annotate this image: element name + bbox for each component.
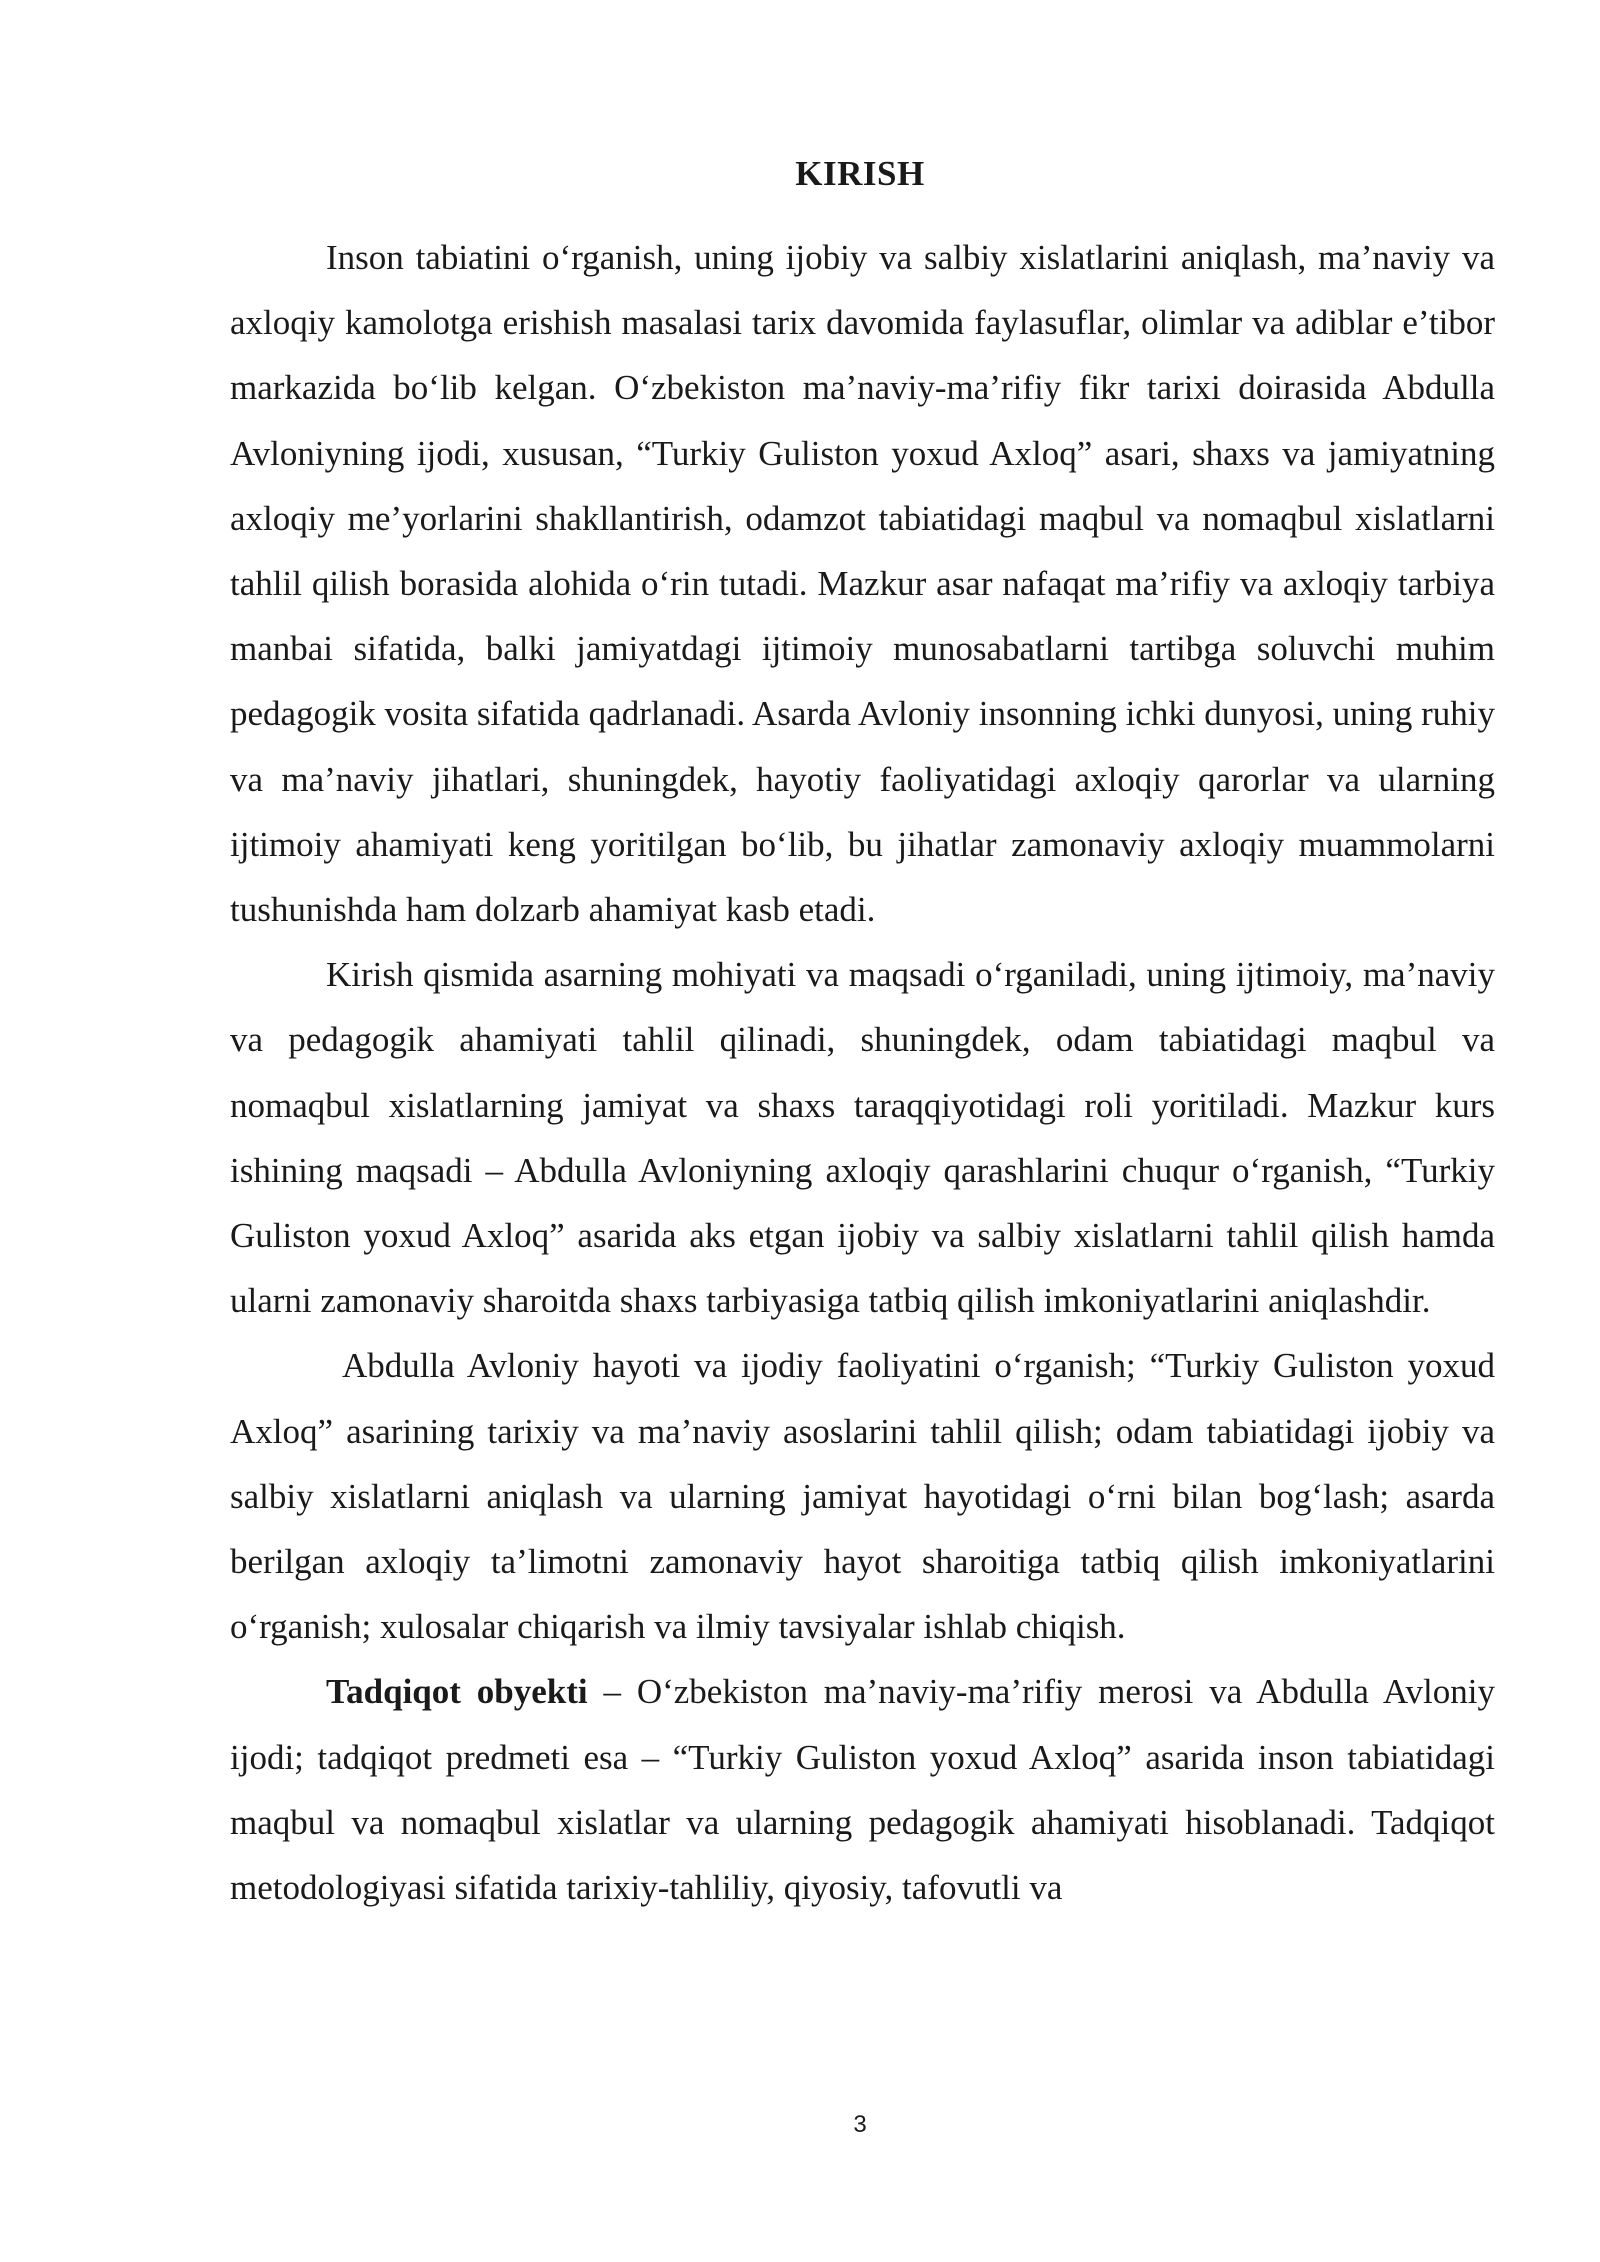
paragraph-text: – O‘zbekiston ma’naviy-ma’rifiy merosi va Abdulla Avloniy ijodi; tadqiqot predmeti esa – “Turkiy Guliston yoxud Axloq” asarida inson tabiatidagi maqbul va nomaqbul xislatlar va ularning pedagogik ahamiyati hisoblanadi. Tadqiqot metodologiyasi sifatida tarixiy-tahliliy, qiyosiy, tafovutli va (230, 1672, 1495, 1908)
body-text (230, 225, 1495, 1920)
paragraph-text: Inson tabiatini o‘rganish, uning ijobiy va salbiy xislatlarini aniqlash, ma’naviy va axloqiy kamolotga erishish masalasi tarix davomida faylasuflar, olimlar va adiblar e’tibor markazida bo‘lib kelgan. O‘zbekiston ma’naviy-ma’rifiy fikr tarixi doirasida Abdulla Avloniyning ijodi, xususan, “Turkiy Guliston yoxud Axloq” asari, shaxs va jamiyatning axloqiy me’yorlarini shakllantirish, odamzot tabiatidagi maqbul va nomaqbul xislatlarni tahlil qilish borasida alohida o‘rin tutadi. Mazkur asar nafaqat ma’rifiy va axloqiy tarbiya manbai sifatida, balki jamiyatdagi ijtimoiy munosabatlarni tartibga soluvchi muhim pedagogik vosita sifatida qadrlanadi. Asarda Avloniy insonning ichki dunyosi, uning ruhiy va ma’naviy jihatlari, shuningdek, hayotiy faoliyatidagi axloqiy qarorlar va ularning ijtimoiy ahamiyati keng yoritilgan bo‘lib, bu jihatlar zamonaviy axloqiy muammolarni tushunishda ham dolzarb ahamiyat kasb etadi. (230, 238, 1496, 930)
paragraph-lead: Tadqiqot obyekti (326, 1672, 588, 1712)
paragraph-2 (230, 942, 1495, 1333)
paragraph-text: Abdulla Avloniy hayoti va ijodiy faoliyatini o‘rganish; “Turkiy Guliston yoxud Axloq” asarining tarixiy va ma’naviy asoslarini tahlil qilish; odam tabiatidagi ijobiy va salbiy xislatlarni aniqlash va ularning jamiyat hayotidagi o‘rni bilan bog‘lash; asarda berilgan axloqiy ta’limotni zamonaviy hayot sharoitiga tatbiq qilish imkoniyatlarini o‘rganish; xulosalar chiqarish va ilmiy tavsiyalar ishlab chiqish. (230, 1346, 1495, 1647)
paragraph-1 (230, 225, 1495, 942)
page-number: 3 (853, 2111, 867, 2138)
paragraph-text: Kirish qismida asarning mohiyati va maqsadi o‘rganiladi, uning ijtimoiy, ma’naviy va pedagogik ahamiyati tahlil qilinadi, shuningdek, odam tabiatidagi maqbul va nomaqbul xislatlarning jamiyat va shaxs taraqqiyotidagi roli yoritiladi. Mazkur kurs ishining maqsadi – Abdulla Avloniyning axloqiy qarashlarini chuqur o‘rganish, “Turkiy Guliston yoxud Axloq” asarida aks etgan ijobiy va salbiy xislatlarni tahlil qilish hamda ularni zamonaviy sharoitda shaxs tarbiyasiga tatbiq qilish imkoniyatlarini aniqlashdir. (230, 955, 1495, 1321)
section-heading: KIRISH (795, 154, 925, 193)
paragraph-4 (230, 1659, 1495, 1920)
paragraph-3 (230, 1333, 1495, 1659)
